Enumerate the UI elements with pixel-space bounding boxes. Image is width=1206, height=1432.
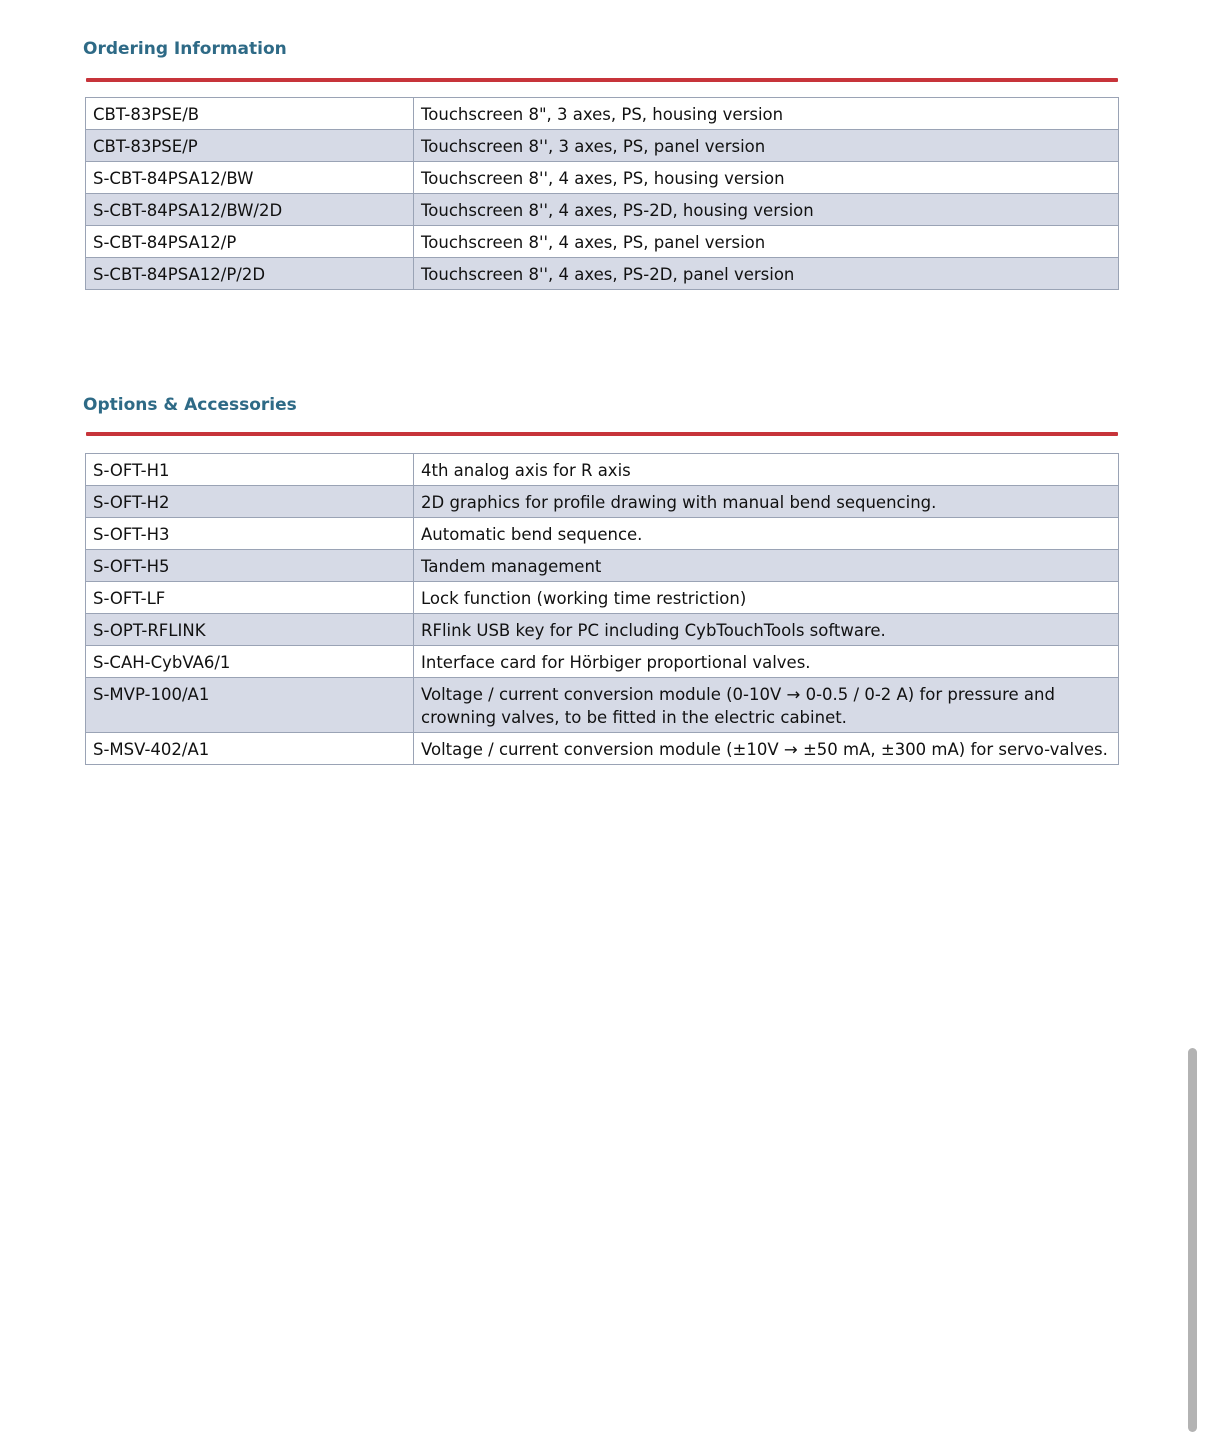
table-row xyxy=(86,194,1119,226)
table-row xyxy=(86,258,1119,290)
product-description: Touchscreen 8'', 3 axes, PS, panel version xyxy=(414,130,1119,162)
option-code: S-OFT-H1 xyxy=(86,454,414,486)
ordering-information-heading: Ordering Information xyxy=(83,39,287,59)
options-accessories-heading: Options & Accessories xyxy=(83,395,297,415)
table-row xyxy=(86,550,1119,582)
option-description: Lock function (working time restriction) xyxy=(414,582,1119,614)
option-description: Voltage / current conversion module (±10V → ±50 mA, ±300 mA) for servo-valves. xyxy=(414,733,1119,765)
product-code: CBT-83PSE/B xyxy=(86,98,414,130)
product-code: CBT-83PSE/P xyxy=(86,130,414,162)
options-table xyxy=(85,453,1119,765)
table-row xyxy=(86,614,1119,646)
table-row xyxy=(86,98,1119,130)
table-row xyxy=(86,454,1119,486)
option-code: S-OFT-H2 xyxy=(86,486,414,518)
option-code: S-OFT-LF xyxy=(86,582,414,614)
product-code: S-CBT-84PSA12/P/2D xyxy=(86,258,414,290)
table-row xyxy=(86,733,1119,765)
table-row xyxy=(86,646,1119,678)
product-description: Touchscreen 8'', 4 axes, PS-2D, housing version xyxy=(414,194,1119,226)
table-row xyxy=(86,162,1119,194)
option-code: S-MVP-100/A1 xyxy=(86,678,414,733)
option-description: 2D graphics for profile drawing with manual bend sequencing. xyxy=(414,486,1119,518)
table-row xyxy=(86,130,1119,162)
table-row xyxy=(86,486,1119,518)
option-code: S-OFT-H3 xyxy=(86,518,414,550)
option-code: S-OPT-RFLINK xyxy=(86,614,414,646)
option-code: S-OFT-H5 xyxy=(86,550,414,582)
option-description: Tandem management xyxy=(414,550,1119,582)
option-code: S-CAH-CybVA6/1 xyxy=(86,646,414,678)
product-description: Touchscreen 8'', 4 axes, PS, panel version xyxy=(414,226,1119,258)
product-code: S-CBT-84PSA12/BW xyxy=(86,162,414,194)
option-code: S-MSV-402/A1 xyxy=(86,733,414,765)
table-row xyxy=(86,226,1119,258)
ordering-table xyxy=(85,97,1119,290)
product-description: Touchscreen 8'', 4 axes, PS-2D, panel version xyxy=(414,258,1119,290)
table-row xyxy=(86,518,1119,550)
table-row xyxy=(86,582,1119,614)
vertical-scrollbar[interactable] xyxy=(1188,1048,1197,1432)
product-description: Touchscreen 8", 3 axes, PS, housing version xyxy=(414,98,1119,130)
product-code: S-CBT-84PSA12/BW/2D xyxy=(86,194,414,226)
ordering-divider xyxy=(86,78,1118,82)
option-description: Interface card for Hörbiger proportional valves. xyxy=(414,646,1119,678)
product-code: S-CBT-84PSA12/P xyxy=(86,226,414,258)
table-row xyxy=(86,678,1119,733)
product-description: Touchscreen 8'', 4 axes, PS, housing version xyxy=(414,162,1119,194)
option-description: Voltage / current conversion module (0-10V → 0-0.5 / 0-2 A) for pressure and crowning valves, to be fitted in the electric cabinet. xyxy=(414,678,1119,733)
options-divider xyxy=(86,432,1118,436)
option-description: 4th analog axis for R axis xyxy=(414,454,1119,486)
option-description: Automatic bend sequence. xyxy=(414,518,1119,550)
option-description: RFlink USB key for PC including CybTouchTools software. xyxy=(414,614,1119,646)
